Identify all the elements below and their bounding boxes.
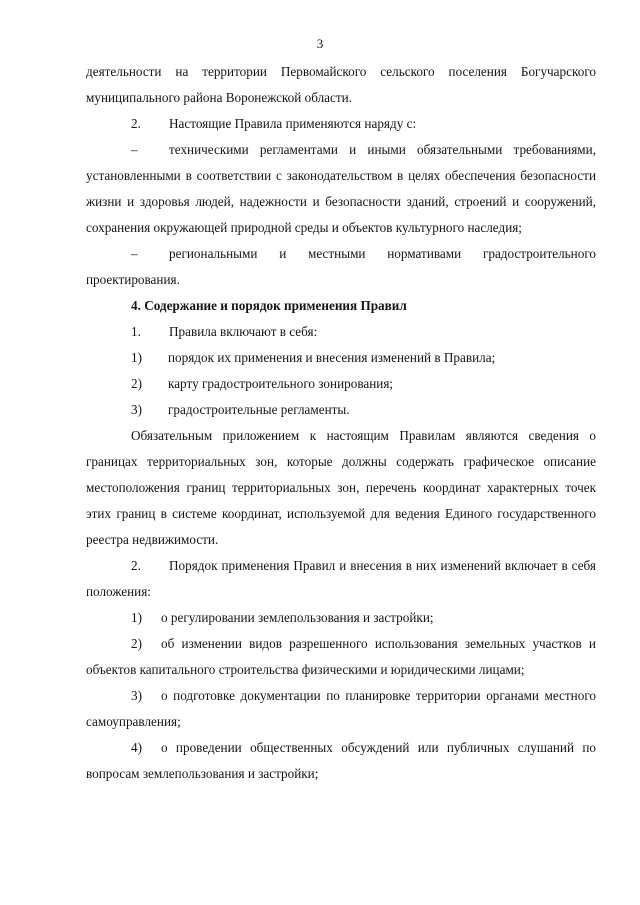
list-item-regional-norms: [86, 241, 596, 293]
paragraph-text: градостроительные регламенты.: [168, 402, 350, 417]
provision-1: [86, 605, 596, 631]
page-number: 3: [316, 36, 324, 51]
paragraph-text: об изменении видов разрешенного использования земельных участков и объектов капитального строительства физическими и юридическими лицами;: [86, 636, 596, 677]
paragraph-item-2-procedure: [86, 553, 596, 605]
subitem-2: [86, 371, 596, 397]
item-number: 3): [131, 688, 142, 703]
paragraph-continuation: деятельности на территории Первомайского сельского поселения Богучарского муниципального района Воронежской области.: [86, 64, 596, 105]
paragraph-text: о регулировании землепользования и застройки;: [161, 610, 434, 625]
paragraph-text: порядок их применения и внесения изменений в Правила;: [168, 350, 496, 365]
item-number: 2): [131, 636, 142, 651]
list-item-technical-regulations: [86, 137, 596, 241]
list-dash: –: [131, 246, 138, 261]
paragraph-item-1: [86, 319, 596, 345]
paragraph-text: Порядок применения Правил и внесения в них изменений включает в себя положения:: [86, 558, 596, 599]
provision-2: [86, 631, 596, 683]
list-dash: –: [131, 142, 138, 157]
item-number: 1): [131, 610, 142, 625]
item-number: 2.: [131, 116, 141, 131]
paragraph-text: Настоящие Правила применяются наряду с:: [169, 116, 417, 131]
paragraph-text: Правила включают в себя:: [169, 324, 318, 339]
item-number: 2): [131, 376, 142, 391]
item-number: 2.: [131, 558, 141, 573]
paragraph-appendix: Обязательным приложением к настоящим Правилам являются сведения о границах территориальных зон, которые должны содержать графическое описание местоположения границ территориальных зон, перечень координат характерных точек этих границ в системе координат, используемой для ведения Единого государственного реестра недвижимости.: [86, 428, 596, 547]
paragraph-text: карту градостроительного зонирования;: [168, 376, 394, 391]
paragraph-text: о проведении общественных обсуждений или публичных слушаний по вопросам землепользования и застройки;: [86, 740, 596, 781]
subitem-3: [86, 397, 596, 423]
subitem-1: [86, 345, 596, 371]
item-number: 3): [131, 402, 142, 417]
provision-4: [86, 735, 596, 787]
paragraph-text: региональными и местными нормативами градостроительного проектирования.: [86, 246, 596, 287]
section-heading: 4. Содержание и порядок применения Правил: [131, 298, 407, 313]
paragraph-item-2: [86, 111, 596, 137]
document-body: [86, 59, 596, 787]
item-number: 4): [131, 740, 142, 755]
provision-3: [86, 683, 596, 735]
paragraph-text: о подготовке документации по планировке территории органами местного самоуправления;: [86, 688, 596, 729]
paragraph-text: техническими регламентами и иными обязательными требованиями, установленными в соответствии с законодательством в целях обеспечения безопасности жизни и здоровья людей, надежности и безопасности зданий, строений и сооружений, сохранения окружающей природной среды и объектов культурного наследия;: [86, 142, 596, 235]
item-number: 1.: [131, 324, 141, 339]
item-number: 1): [131, 350, 142, 365]
